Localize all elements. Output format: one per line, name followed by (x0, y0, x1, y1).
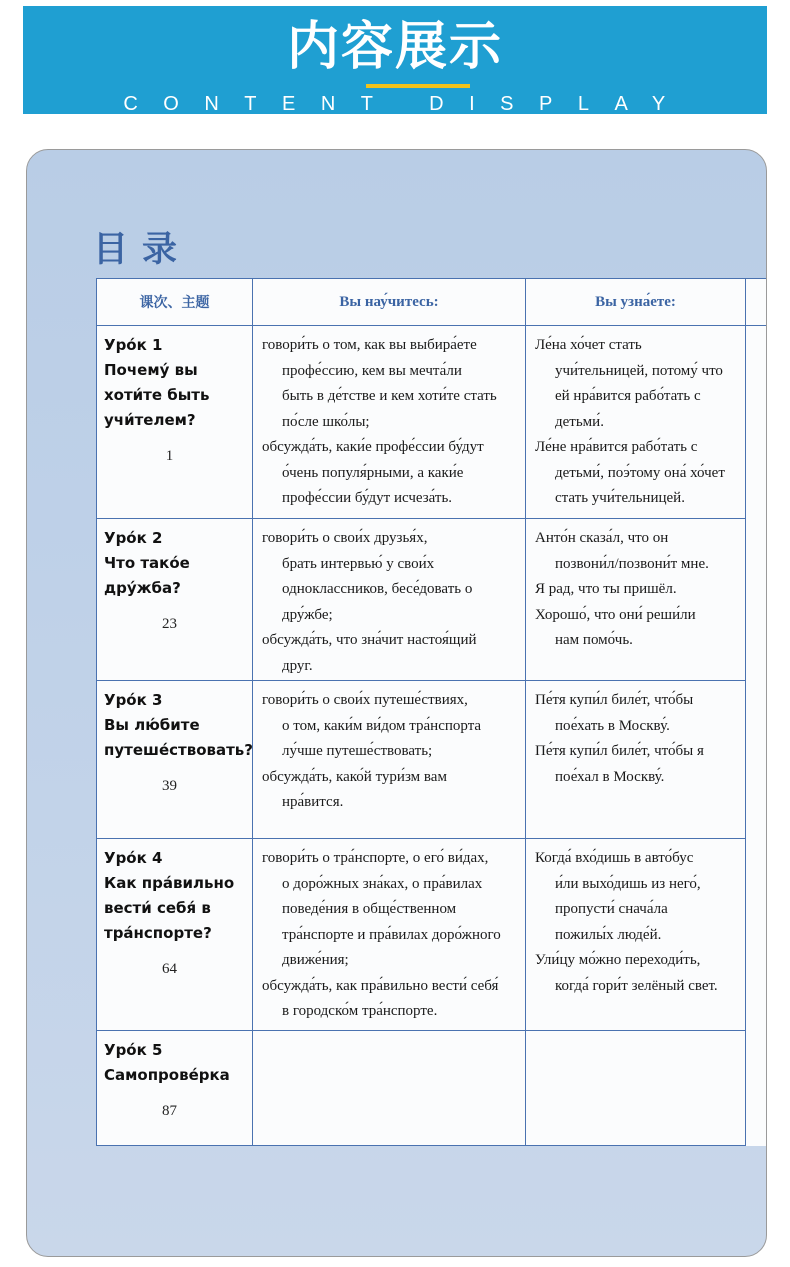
know-line: Я рад, что ты пришёл. (535, 581, 677, 597)
learn-line: по́сле шко́лы; (282, 413, 370, 430)
lesson-title-line: дру́жба? (104, 579, 181, 597)
toc-table (96, 278, 767, 1146)
learn-line: быть в де́тстве и кем хоти́те стать (282, 388, 497, 404)
column-header-spacer (746, 279, 768, 326)
know-line: детьми́. (555, 413, 604, 430)
know-cell (526, 519, 746, 681)
table-header-row (97, 279, 768, 326)
lesson-title-line: Уро́к 2 (104, 529, 163, 547)
learn-line: о том, каки́м ви́дом тра́нспорта (282, 717, 482, 734)
spacer-cell (746, 326, 768, 519)
learn-line: обсужда́ть, каки́е профе́ссии бу́дут (262, 439, 484, 455)
table-row (97, 1031, 768, 1146)
know-line: Ле́на хо́чет стать (535, 337, 642, 353)
header-banner (23, 6, 767, 114)
know-line: позвони́л/позвони́т мне. (555, 555, 709, 572)
lesson-title-line: Самопрове́рка (104, 1066, 230, 1084)
learn-line: движе́ния; (282, 952, 349, 968)
learn-line: лу́чше путеше́ствовать; (282, 743, 433, 759)
banner-underline (366, 84, 470, 88)
learn-line: дру́жбе; (282, 606, 333, 623)
learn-line: обсужда́ть, что зна́чит настоя́щий (262, 632, 477, 648)
know-cell (526, 839, 746, 1031)
know-line: детьми́, поэ́тому она́ хо́чет (555, 464, 725, 481)
book-page (26, 149, 767, 1257)
table-row (97, 519, 768, 681)
lesson-cell (97, 1031, 253, 1146)
lesson-page-number: 39 (162, 778, 177, 794)
lesson-cell (97, 519, 253, 681)
know-line: и́ли выхо́дишь из него́, (555, 875, 701, 892)
lesson-page-number: 1 (165, 448, 174, 464)
know-cell (526, 1031, 746, 1146)
learn-line: в городско́м тра́нспорте. (282, 1003, 438, 1019)
lesson-title-line: Уро́к 1 (104, 336, 163, 354)
know-line: когда́ гори́т зелёный свет. (555, 977, 718, 994)
table-row (97, 681, 768, 839)
table-row (97, 326, 768, 519)
learn-line: о доро́жных зна́ках, о пра́вилах (282, 875, 483, 892)
learn-line: говори́ть о тра́нспорте, о его́ ви́дах, (262, 850, 489, 866)
know-line: Анто́н сказа́л, что он (535, 530, 669, 546)
learn-line: нра́вится. (282, 794, 344, 810)
know-line: Когда́ вхо́дишь в авто́бус (535, 850, 694, 866)
know-line: учи́тельницей, потому́ что (555, 362, 723, 379)
lesson-title-line: Уро́к 5 (104, 1041, 163, 1059)
know-cell (526, 681, 746, 839)
learn-cell (253, 839, 526, 1031)
learn-line: брать интервью́ у свои́х (282, 555, 435, 572)
learn-line: одноклассников, бесе́довать о (282, 581, 473, 597)
column-header-learn: Вы нау́читесь: (253, 279, 526, 326)
toc-heading: 目录 (93, 230, 192, 270)
learn-line: обсужда́ть, как пра́вильно вести́ себя́ (262, 977, 499, 994)
lesson-title-line: учи́телем? (104, 411, 196, 429)
learn-line: профе́ссию, кем вы мечта́ли (282, 362, 462, 379)
banner-subtitle: CONTENT DISPLAY (123, 93, 691, 115)
lesson-title-line: Уро́к 3 (104, 691, 163, 709)
know-line: стать учи́тельницей. (555, 490, 685, 506)
lesson-title-line: путеше́ствовать? (104, 741, 253, 759)
know-line: Ле́не нра́вится рабо́тать с (535, 439, 698, 455)
know-line: Ули́цу мо́жно переходи́ть, (535, 952, 701, 968)
know-cell (526, 326, 746, 519)
lesson-title-line: Что тако́е (104, 554, 190, 572)
know-line: пожилы́х люде́й. (555, 926, 662, 943)
lesson-title-line: Почему́ вы (104, 361, 198, 379)
lesson-title-line: вести́ себя́ в (104, 899, 211, 917)
spacer-cell (746, 519, 768, 681)
lesson-page-number: 87 (162, 1103, 177, 1119)
learn-cell (253, 681, 526, 839)
lesson-title-line: тра́нспорте? (104, 924, 212, 942)
spacer-cell (746, 839, 768, 1031)
lesson-title-line: хоти́те быть (104, 386, 210, 404)
learn-line: говори́ть о свои́х друзья́х, (262, 530, 428, 546)
know-line: ей нра́вится рабо́тать с (555, 388, 701, 404)
know-line: пропусти́ снача́ла (555, 901, 668, 917)
know-line: пое́хать в Москву́. (555, 717, 670, 734)
column-header-lesson: 课次、主题 (97, 279, 253, 326)
know-line: нам помо́чь. (555, 632, 633, 648)
learn-line: говори́ть о свои́х путеше́ствиях, (262, 692, 468, 708)
learn-line: тра́нспорте и пра́вилах доро́жного (282, 926, 501, 943)
learn-line: говори́ть о том, как вы выбира́ете (262, 337, 477, 353)
lesson-title-line: Вы лю́бите (104, 716, 200, 734)
lesson-cell (97, 681, 253, 839)
know-line: Пе́тя купи́л биле́т, что́бы я (535, 743, 704, 759)
lesson-page-number: 23 (162, 616, 177, 632)
lesson-title-line: Уро́к 4 (104, 849, 163, 867)
learn-line: обсужда́ть, како́й тури́зм вам (262, 768, 447, 785)
column-header-know: Вы узна́ете: (526, 279, 746, 326)
table-row (97, 839, 768, 1031)
know-line: Хорошо́, что они́ реши́ли (535, 606, 696, 623)
spacer-cell (746, 1031, 768, 1146)
know-line: пое́хал в Москву́. (555, 768, 665, 785)
learn-cell (253, 1031, 526, 1146)
learn-line: о́чень популя́рными, а каки́е (282, 464, 464, 481)
lesson-cell (97, 326, 253, 519)
lesson-page-number: 64 (162, 961, 177, 977)
know-line: Пе́тя купи́л биле́т, что́бы (535, 692, 694, 708)
lesson-cell (97, 839, 253, 1031)
spacer-cell (746, 681, 768, 839)
lesson-title-line: Как пра́вильно (104, 874, 235, 892)
banner-title: 内容展示 (286, 17, 503, 77)
learn-line: друг. (282, 657, 313, 674)
learn-line: поведе́ния в обще́ственном (282, 901, 457, 917)
learn-line: профе́ссии бу́дут исчеза́ть. (282, 490, 453, 506)
learn-cell (253, 326, 526, 519)
learn-cell (253, 519, 526, 681)
